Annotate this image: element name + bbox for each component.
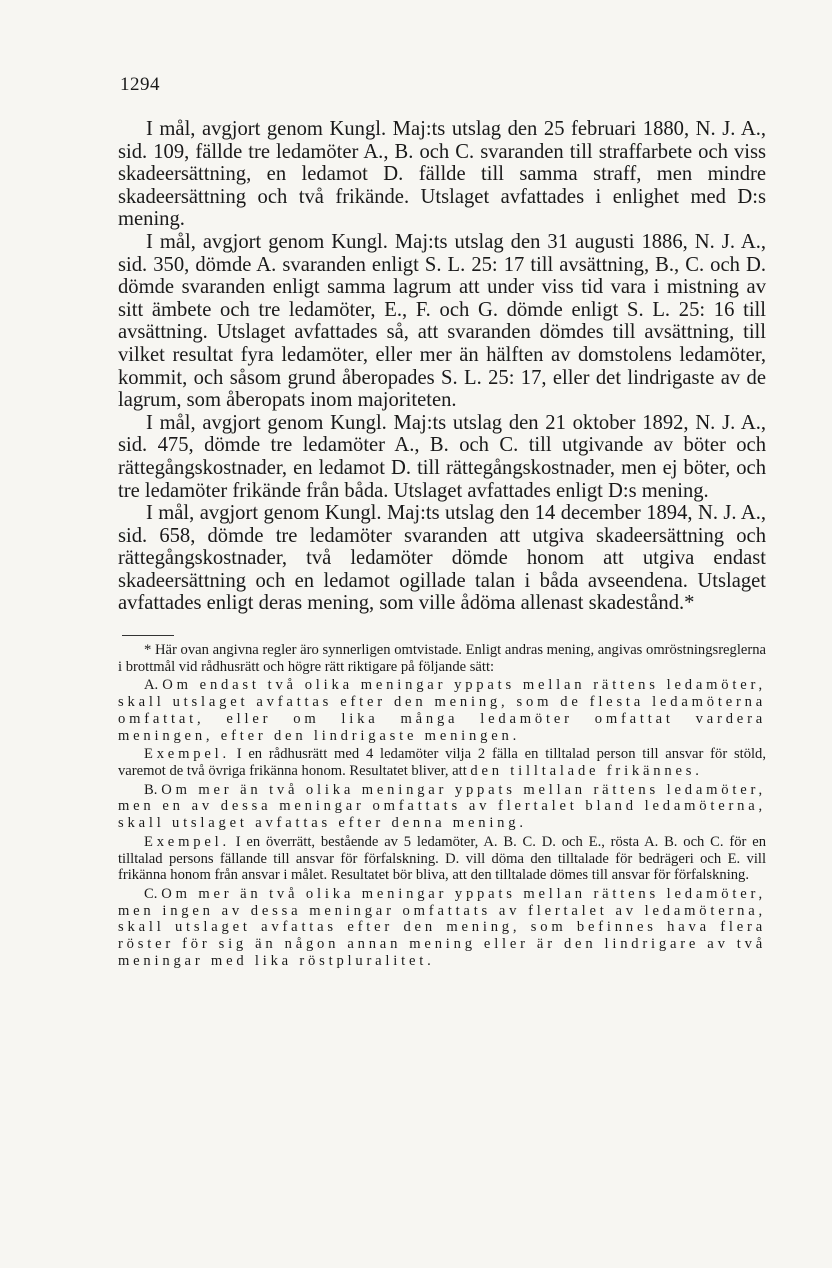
example-1-result: den tilltalade frikännes. [470, 762, 703, 779]
rule-c [118, 886, 766, 970]
footnote [118, 642, 766, 969]
main-text [118, 118, 766, 615]
example-1-text: I en rådhusrätt med 4 ledamöter vilja 2 fälla en tilltalad person till ansvar för stöld, varemot de två övriga frikänna honom. Resultatet bliver, att [118, 746, 766, 779]
book-page [118, 74, 766, 969]
rule-a [118, 677, 766, 744]
example-2-label: Exempel. [144, 833, 230, 850]
rule-b [118, 782, 766, 832]
paragraph-1894: I mål, avgjort genom Kungl. Maj:ts utslag den 14 december 1894, N. J. A., sid. 658, dömde tre ledamöter svaranden att utgiva skadeersättning och rättegångskostnader, två ledamöter dömde honom att utgiva endast skadeersättning och en ledamot ogillade talan i båda avseendena. Utslaget avfattades enligt deras mening, som ville ådöma allenast skadestånd.* [118, 502, 766, 615]
paragraph-1886: I mål, avgjort genom Kungl. Maj:ts utslag den 31 augusti 1886, N. J. A., sid. 350, dömde A. svaranden enligt S. L. 25: 17 till avsättning, B., C. och D. dömde svaranden enligt samma lagrum att under viss tid vara i mistning av sitt ämbete och tre ledamöter, E., F. och G. dömde enligt S. L. 25: 16 till avsättning. Utslaget avfattades så, att svaranden dömdes till avsättning, till vilket resultat fyra ledamöter, eller mer än hälften av domstolens ledamöter, kommit, och såsom grund åberopades S. L. 25: 17, eller det lindrigaste av de lagrum, som åberopats inom majoriteten. [118, 230, 766, 412]
example-2 [118, 834, 766, 884]
footnote-divider [122, 635, 174, 636]
example-2-text: I en överrätt, bestående av 5 ledamöter, A. B. C. D. och E., rösta A. B. och C. för en tilltalad persons fällande till ansvar för förfalskning. D. vill döma den tilltalade för bedrägeri och E. vill frikänna honom från ansvar i målet. Resultatet bör bliva, att den tilltalade dömes till ansvar för förfalskning. [118, 833, 766, 884]
rule-b-label: B. [144, 781, 158, 798]
rule-a-text: Om endast två olika meningar yppats mellan rättens ledamöter, skall utslaget avfattas efter den mening, som de flesta ledamöterna omfattat, eller om lika många ledamöter omfattat vardera meningen, efter den lindrigaste meningen. [118, 677, 766, 744]
rule-c-text: Om mer än två olika meningar yppats mellan rättens ledamöter, men ingen av dessa meningar omfattats av flertalet av ledamöterna, skall utslaget avfattas efter den mening, som befinnes hava flera röster för sig än någon annan mening eller är den lindrigare av två meningar med lika röstpluralitet. [118, 885, 766, 969]
example-1 [118, 746, 766, 779]
rule-b-text: Om mer än två olika meningar yppats mellan rättens ledamöter, men en av dessa meningar omfattats av flertalet bland ledamöterna, skall utslaget avfattas efter denna mening. [118, 781, 766, 832]
paragraph-1880: I mål, avgjort genom Kungl. Maj:ts utslag den 25 februari 1880, N. J. A., sid. 109, fällde tre ledamöter A., B. och C. svaranden till straffarbete och viss skadeersättning, en ledamot D. fällde till samma straff, men mindre skadeersättning och två frikände. Utslaget avfattades i enlighet med D:s mening. [118, 118, 766, 231]
paragraph-1892: I mål, avgjort genom Kungl. Maj:ts utslag den 21 oktober 1892, N. J. A., sid. 475, dömde tre ledamöter A., B. och C. till utgivande av böter och rättegångskostnader, en ledamot D. till rättegångskostnader, men ej böter, och tre ledamöter frikände från båda. Utslaget avfattades enligt D:s mening. [118, 411, 766, 502]
footnote-intro: * Här ovan angivna regler äro synnerligen omtvistade. Enligt andras mening, angivas omröstningsreglerna i brottmål vid rådhusrätt och högre rätt riktigare på följande sätt: [118, 642, 766, 675]
page-number: 1294 [120, 74, 160, 95]
rule-a-label: A. [144, 677, 159, 694]
rule-c-label: C. [144, 885, 158, 902]
example-1-label: Exempel. [144, 746, 230, 763]
